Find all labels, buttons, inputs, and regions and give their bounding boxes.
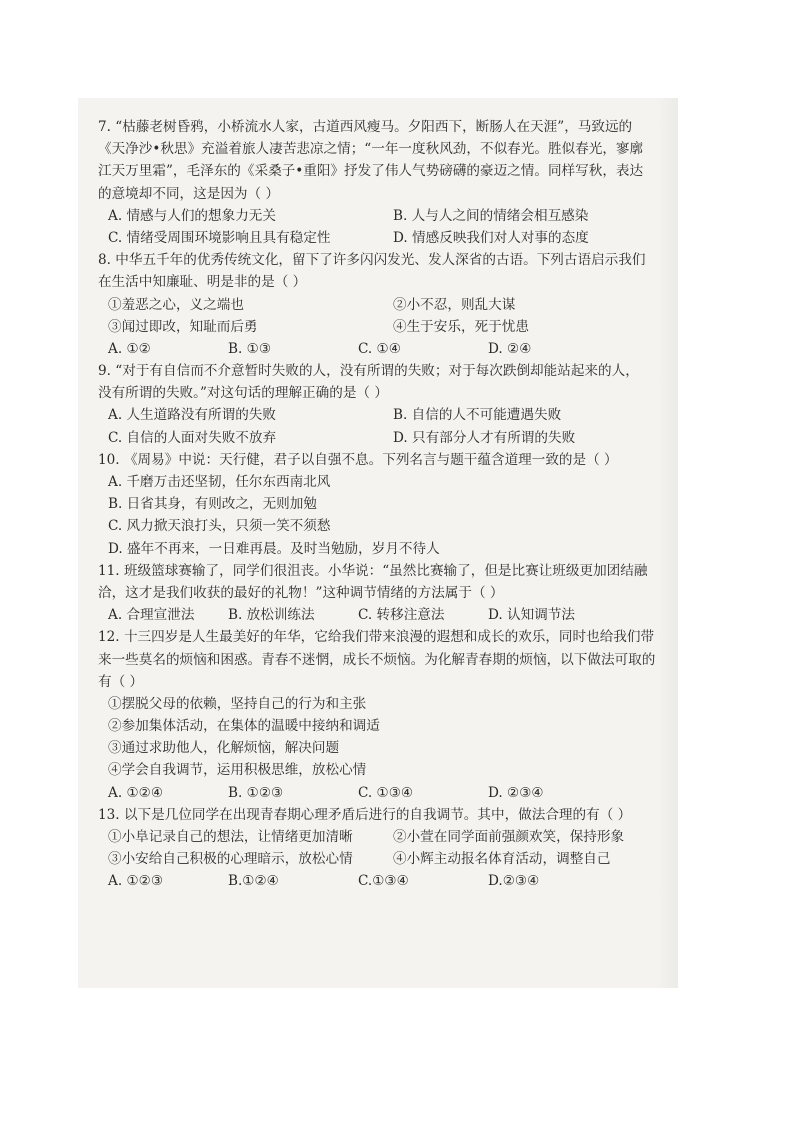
question-12 <box>98 626 678 804</box>
option-a: A. ①② <box>108 340 151 357</box>
option-a: A. ①②④ <box>108 784 164 801</box>
option-c: C. 转移注意法 <box>358 607 445 624</box>
items-row <box>98 316 678 338</box>
scanned-page <box>78 98 678 988</box>
question-stem-line: 在生活中知廉耻、明是非的是（ ） <box>98 274 307 291</box>
option-a: A. 千磨万击还坚韧，任尔东西南北风 <box>108 474 331 490</box>
option-b: B. ①②③ <box>228 784 284 801</box>
question-stem-line: 7. “枯藤老树昏鸦，小桥流水人家，古道西风瘦马。夕阳西下，断肠人在天涯”，马致远的 <box>98 119 633 135</box>
question-10 <box>98 449 678 560</box>
option-d: D. ②③④ <box>488 784 544 801</box>
question-stem-line: 来一些莫名的烦恼和困惑。青春不迷惘，成长不烦恼。为化解青春期的烦恼，以下做法可取的 <box>98 651 656 668</box>
option-b: B. 日省其身，有则改之，无则加勉 <box>108 496 317 513</box>
item-1: ①羞恶之心，义之端也 <box>108 296 244 313</box>
question-stem-line: 江天万里霜”，毛泽东的《采桑子•重阳》抒发了伟人气势磅礴的豪迈之情。同样写秋，表达 <box>98 163 644 180</box>
question-13 <box>98 804 678 893</box>
options-row <box>98 427 678 449</box>
item-3: ③闻过即改，知耻而后勇 <box>108 318 258 335</box>
option-b: B.①②④ <box>228 873 279 890</box>
item-1: ①摆脱父母的依赖，坚持自己的行为和主张 <box>108 695 367 712</box>
option-b: B. ①③ <box>228 340 272 357</box>
question-9 <box>98 360 678 449</box>
question-stem-line: 洽，这才是我们收获的最好的礼物！”这种调节情绪的方法属于（ ） <box>98 584 504 601</box>
option-d: D. ②④ <box>488 340 532 357</box>
option-a: A. 情感与人们的想象力无关 <box>108 207 276 224</box>
items-row <box>98 826 678 848</box>
option-d: D. 盛年不再来，一日难再晨。及时当勉励，岁月不待人 <box>108 540 440 557</box>
question-7 <box>98 116 678 249</box>
question-list <box>98 116 678 893</box>
option-a: A. 合理宣泄法 <box>108 607 195 624</box>
item-3: ③小安给自己积极的心理暗示，放松心情 <box>108 851 353 868</box>
question-11 <box>98 560 678 627</box>
options-row <box>98 782 678 804</box>
question-stem-line: 的意境却不同，这是因为（ ） <box>98 185 280 202</box>
question-stem-line: 9. “对于有自信而不介意暂时失败的人，没有所谓的失败；对于每次跌倒却能站起来的人， <box>98 363 639 380</box>
options-row <box>98 604 678 626</box>
question-stem-line: 8. 中华五千年的优秀传统文化，留下了许多闪闪发光、发人深省的古语。下列古语启示我们 <box>98 252 646 269</box>
question-stem-line: 11. 班级篮球赛输了，同学们很沮丧。小华说：“虽然比赛输了，但是比赛让班级更加团结融 <box>98 562 648 579</box>
item-1: ①小阜记录自己的想法，让情绪更加清晰 <box>108 829 353 845</box>
option-a: A. 人生道路没有所谓的失败 <box>108 407 276 424</box>
option-b: B. 放松训练法 <box>228 607 315 624</box>
question-stem-line: 10. 《周易》中说：天行健，君子以自强不息。下列名言与题干蕴含道理一致的是（ ） <box>98 451 618 468</box>
option-c: C. 风力掀天浪打头，只须一笑不须愁 <box>108 518 331 535</box>
item-4: ④小辉主动报名体育活动，调整自己 <box>393 851 611 868</box>
question-stem-line: 13. 以下是几位同学在出现青春期心理矛盾后进行的自我调节。其中，做法合理的有（ ） <box>98 806 632 823</box>
question-stem-line: 《天净沙•秋思》充溢着旅人凄苦悲凉之情；“一年一度秋风劲，不似春光。胜似春光，寥廓 <box>98 141 644 158</box>
question-8 <box>98 249 678 360</box>
item-3: ③通过求助他人，化解烦恼，解决问题 <box>108 740 340 757</box>
option-b: B. 人与人之间的情绪会相互感染 <box>393 207 589 224</box>
option-c: C. 自信的人面对失败不放弃 <box>108 429 277 446</box>
option-d: D. 只有部分人才有所谓的失败 <box>393 429 576 446</box>
option-c: C. 情绪受周围环境影响且具有稳定性 <box>108 229 331 246</box>
option-c: C.①③④ <box>358 873 409 890</box>
options-row <box>98 227 678 249</box>
options-row <box>98 205 678 227</box>
item-4: ④生于安乐，死于忧患 <box>393 318 529 335</box>
option-b: B. 自信的人不可能遭遇失败 <box>393 407 562 424</box>
question-stem-line: 12. 十三四岁是人生最美好的年华，它给我们带来浪漫的遐想和成长的欢乐，同时也给我们带 <box>98 629 655 646</box>
item-2: ②参加集体活动，在集体的温暖中接纳和调适 <box>108 718 380 735</box>
options-row <box>98 870 678 892</box>
option-d: D. 认知调节法 <box>488 607 576 624</box>
option-d: D. 情感反映我们对人对事的态度 <box>393 229 589 246</box>
item-4: ④学会自我调节，运用积极思维，放松心情 <box>108 762 367 779</box>
options-row <box>98 404 678 426</box>
item-2: ②小萱在同学面前强颜欢笑，保持形象 <box>393 829 625 845</box>
question-stem-line: 没有所谓的失败。”对这句话的理解正确的是（ ） <box>98 385 388 402</box>
items-row <box>98 848 678 870</box>
option-d: D.②③④ <box>488 873 540 890</box>
items-row <box>98 294 678 316</box>
option-a: A. ①②③ <box>108 873 164 890</box>
question-stem-line: 有（ ） <box>98 673 144 690</box>
option-c: C. ①③④ <box>358 784 414 801</box>
option-c: C. ①④ <box>358 340 401 357</box>
options-row <box>98 338 678 360</box>
item-2: ②小不忍，则乱大谋 <box>393 296 516 313</box>
